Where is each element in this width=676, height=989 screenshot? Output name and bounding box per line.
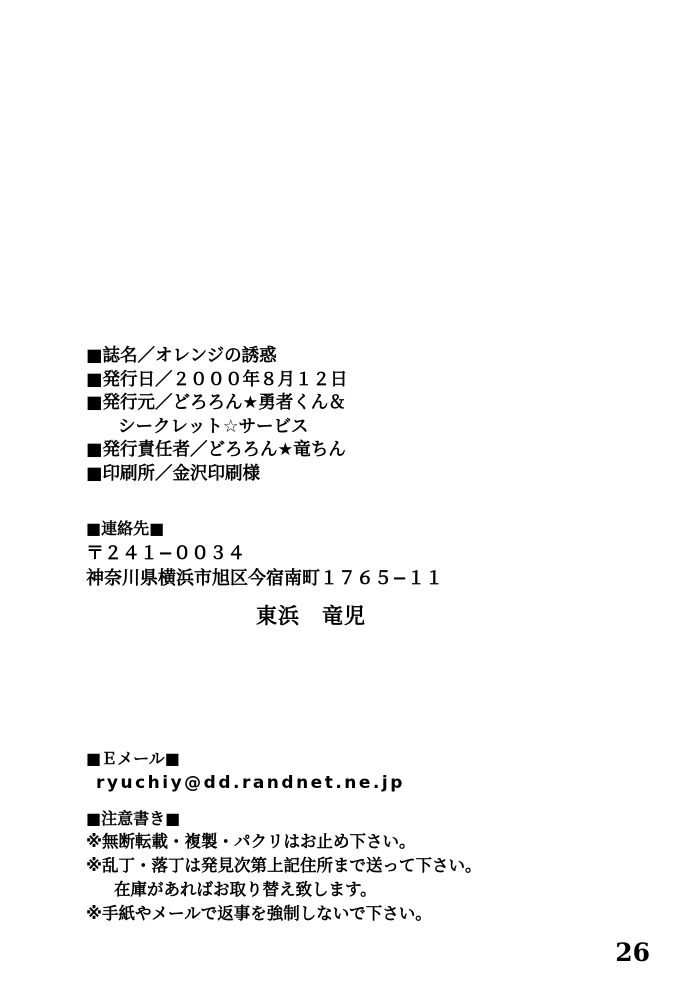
page-number: 26	[615, 938, 650, 967]
contact-block	[86, 518, 606, 631]
colophon-line-publish-date: ■発行日／２０００年８月１２日	[86, 369, 348, 390]
note-line: 在庫があればお取り替え致します。	[114, 880, 377, 899]
note-line: ※手紙やメールで返事を強制しないで下さい。	[86, 904, 432, 923]
colophon-line-publisher-cont: シークレット☆サービス	[118, 416, 309, 437]
colophon-line-printer: ■印刷所／金沢印刷様	[86, 463, 261, 484]
colophon-line-publisher: ■発行元／どろろん★勇者くん＆	[86, 393, 346, 413]
note-line: ※無断転載・複製・パクリはお止め下さい。	[86, 832, 416, 851]
notes-heading: ■注意書き■	[86, 809, 181, 828]
email-heading: ■Ｅメール■	[86, 749, 180, 768]
contact-person-name: 東浜 竜児	[256, 604, 366, 628]
contact-address: 神奈川県横浜市旭区今宿南町１７６５−１１	[86, 568, 444, 589]
contact-postal-code: 〒２４１−００３４	[86, 543, 246, 564]
colophon-line-title: ■誌名／オレンジの誘惑	[86, 346, 277, 366]
colophon-info-block	[86, 345, 606, 486]
email-block	[86, 748, 626, 796]
note-line: ※乱丁・落丁は発見次第上記住所まで送って下さい。	[86, 856, 482, 875]
notes-block	[86, 808, 626, 926]
colophon-line-responsible-person: ■発行責任者／どろろん★竜ちん	[86, 440, 346, 460]
email-address: ryuchiy@dd.randnet.ne.jp	[96, 773, 405, 793]
contact-heading: ■連絡先■	[86, 519, 165, 538]
